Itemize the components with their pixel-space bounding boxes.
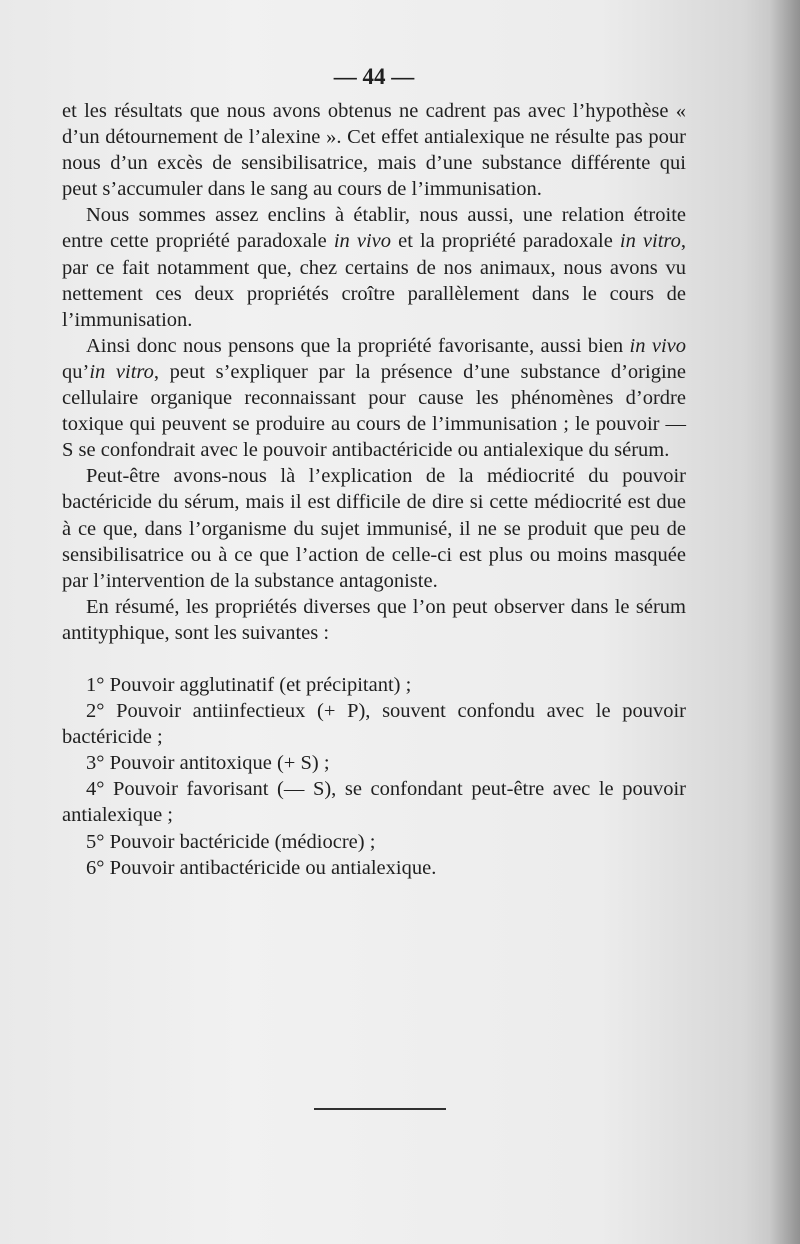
italic-phrase: in vitro — [619, 230, 681, 253]
closing-rule — [314, 1108, 446, 1110]
list-item: 1° Pouvoir agglutinatif (et précipitant) ; — [86, 673, 412, 696]
paragraph — [62, 98, 686, 202]
list-item: 4° Pouvoir favorisant (— S), se confondant peut-être avec le pouvoir antialexique ; — [62, 778, 686, 827]
text-run: En résumé, les propriétés diverses que l’on peut observer dans le sérum antityphique, sont les suivantes : — [62, 595, 686, 644]
text-run: , par ce fait notamment que, chez certains de nos animaux, nous avons vu nettement ces deux propriétés croître parallèlement dans le cours de l’immunisation. — [62, 230, 687, 331]
paragraph — [62, 333, 686, 463]
text-run: et les résultats que nous avons obtenus ne cadrent pas avec l’hypothèse « d’un détournement de l’alexine ». Cet effet antialexique ne résulte pas pour nous d’un excès de sensibilisatrice, mais d’une substance différente qui peut s’accumuler dans le sang au cours de l’immunisation. — [62, 100, 686, 201]
list-item: 6° Pouvoir antibactéricide ou antialexique. — [86, 856, 437, 879]
text-run: qu’ — [62, 360, 90, 383]
properties-list — [62, 672, 686, 881]
list-item: 5° Pouvoir bactéricide (médiocre) ; — [86, 830, 376, 853]
page-edge-shadow — [770, 0, 800, 1244]
paragraph — [62, 594, 686, 646]
italic-phrase: in vivo — [333, 230, 392, 253]
text-run: Peut-être avons-nous là l’explication de la médiocrité du pouvoir bactéricide du sérum, mais il est difficile de dire si cette médiocrité est due à ce que, dans l’organisme du sujet immunisé, il ne se produit que peu de sensibilisatrice ou à ce que l’action de celle-ci est plus ou moins masquée par l’intervention de la substance antagoniste. — [62, 465, 686, 592]
text-run: , peut s’expliquer par la présence d’une substance d’origine cellulaire organique reconnaissant pour cause les phénomènes d’ordre toxique qui peuvent se produire au cours de l’immunisation ; le pouvoir — S se confondrait avec le pouvoir antibactéricide ou antialexique du sérum. — [62, 360, 686, 462]
paragraph — [62, 463, 686, 593]
list-item: 3° Pouvoir antitoxique (+ S) ; — [86, 752, 330, 775]
page-number: — 44 — — [333, 64, 415, 89]
text-run: Nous sommes assez enclins à établir, nous aussi, une relation étroite entre cette propriété paradoxale — [62, 204, 686, 253]
text-run: Ainsi donc nous pensons que la propriété favorisante, aussi bien — [86, 334, 630, 357]
text-column — [62, 62, 686, 881]
paragraph — [62, 202, 686, 332]
list-item: 2° Pouvoir antiinfectieux (+ P), souvent confondu avec le pouvoir bactéricide ; — [62, 700, 686, 749]
text-run: et la propriété paradoxale — [391, 230, 620, 253]
italic-phrase: in vivo — [629, 334, 686, 357]
italic-phrase: in vitro — [89, 360, 154, 383]
body-paragraphs — [62, 98, 686, 646]
